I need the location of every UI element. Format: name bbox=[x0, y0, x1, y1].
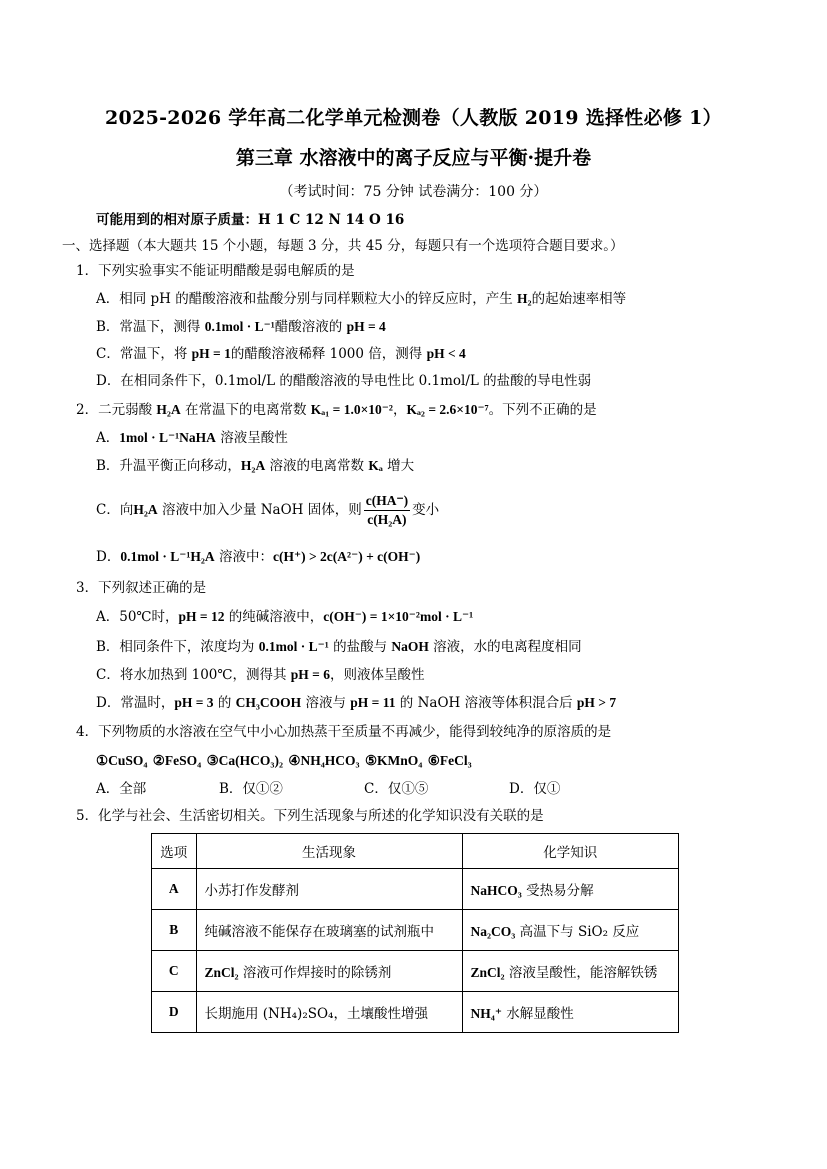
table-header-row bbox=[152, 834, 679, 869]
text: D．常温时， bbox=[96, 695, 175, 711]
formula: c(H⁺) > 2c(A²⁻) + c(OH⁻) bbox=[272, 549, 421, 564]
question-2-stem bbox=[76, 400, 597, 420]
text: 增大 bbox=[382, 458, 415, 474]
fraction bbox=[364, 492, 410, 529]
text: 溶液，水的电离程度相同 bbox=[428, 639, 582, 655]
question-4-option-c: C．仅①⑤ bbox=[364, 781, 429, 797]
formula: 1mol · L⁻¹NaHA bbox=[119, 430, 216, 445]
formula: CH₃COOH bbox=[235, 695, 302, 710]
table-row bbox=[152, 869, 679, 910]
formula: Kₐ₂ = 2.6×10⁻⁷ bbox=[406, 402, 489, 417]
table-cell-chem bbox=[462, 869, 678, 910]
text: C．常温下，将 bbox=[96, 346, 192, 362]
formula: 0.1mol · L⁻¹H₂A bbox=[120, 549, 215, 564]
text: D． bbox=[96, 549, 121, 565]
text: 溶液与 bbox=[301, 695, 351, 711]
exam-info: （考试时间：75 分钟 试卷满分：100 分） bbox=[279, 184, 548, 200]
question-1-option-d: D．在相同条件下，0.1mol/L 的醋酸溶液的导电性比 0.1mol/L 的盐酸的导电性弱 bbox=[96, 373, 592, 389]
text: 的 bbox=[213, 695, 236, 711]
formula: 0.1mol · L⁻¹ bbox=[204, 319, 275, 334]
question-4-stem: 4．下列物质的水溶液在空气中小心加热蒸干至质量不再减少，能得到较纯净的原溶质的是 bbox=[76, 724, 612, 740]
text: 的醋酸溶液稀释 1000 倍，测得 bbox=[230, 346, 427, 362]
text: 受热易分解 bbox=[521, 883, 594, 899]
question-4-option-a: A．全部 bbox=[96, 781, 147, 797]
text: C．向 bbox=[96, 502, 134, 518]
table-cell-option: C bbox=[152, 951, 197, 992]
formula: pH = 4 bbox=[346, 319, 386, 334]
formula: pH = 1 bbox=[191, 346, 231, 361]
question-2-option-a bbox=[96, 428, 288, 448]
text: ，则液体呈酸性 bbox=[329, 667, 425, 683]
fraction-denominator: c(H₂A) bbox=[367, 512, 407, 527]
table-cell-chem bbox=[462, 910, 678, 951]
question-4-substances: ①CuSO₄ ②FeSO₄ ③Ca(HCO₃)₂ ④NH₄HCO₃ ⑤KMnO₄ ⑥FeCl₃ bbox=[96, 753, 472, 768]
question-5-table bbox=[151, 833, 679, 1033]
table-cell-option: D bbox=[152, 992, 197, 1033]
text: ， bbox=[392, 402, 407, 418]
table-cell-life: 纯碱溶液不能保存在玻璃塞的试剂瓶中 bbox=[196, 910, 462, 951]
question-3-stem: 3．下列叙述正确的是 bbox=[76, 580, 207, 596]
question-3-option-b bbox=[96, 637, 582, 657]
formula: pH = 3 bbox=[174, 695, 214, 710]
formula: 0.1mol · L⁻¹ bbox=[258, 639, 329, 654]
table-row bbox=[152, 992, 679, 1033]
text: C．将水加热到 100℃，测得其 bbox=[96, 667, 291, 683]
text: 溶液呈酸性，能溶解铁锈 bbox=[504, 965, 658, 981]
formula: pH < 4 bbox=[426, 346, 466, 361]
text: 溶液呈酸性 bbox=[215, 430, 288, 446]
text: 的 NaOH 溶液等体积混合后 bbox=[395, 695, 577, 711]
chapter-title: 第三章 水溶液中的离子反应与平衡·提升卷 bbox=[235, 147, 592, 169]
formula: pH = 11 bbox=[350, 695, 396, 710]
text: B．相同条件下，浓度均为 bbox=[96, 639, 259, 655]
formula: NaOH bbox=[391, 639, 429, 654]
table-cell-chem bbox=[462, 951, 678, 992]
table-header: 化学知识 bbox=[462, 834, 678, 869]
formula: NaHCO₃ bbox=[470, 883, 522, 898]
text: 在常温下的电离常数 bbox=[180, 402, 311, 418]
fraction-numerator: c(HA⁻) bbox=[364, 492, 410, 511]
text: 的纯碱溶液中， bbox=[224, 609, 324, 625]
formula: pH = 12 bbox=[178, 609, 225, 624]
formula: Kₐ bbox=[368, 458, 383, 473]
text: A． bbox=[96, 430, 120, 446]
atomic-mass-note: 可能用到的相对原子质量：H 1 C 12 N 14 O 16 bbox=[96, 212, 405, 228]
question-1-option-b bbox=[96, 317, 386, 337]
text: 水解显酸性 bbox=[501, 1006, 574, 1022]
table-cell-chem bbox=[462, 992, 678, 1033]
text: A．50℃时， bbox=[96, 609, 179, 625]
question-5-stem: 5．化学与社会、生活密切相关。下列生活现象与所述的化学知识没有关联的是 bbox=[76, 808, 544, 824]
text: B．升温平衡正向移动， bbox=[96, 458, 241, 474]
text: 。下列不正确的是 bbox=[488, 402, 597, 418]
exam-title: 2025-2026 学年高二化学单元检测卷（人教版 2019 选择性必修 1） bbox=[105, 107, 722, 129]
formula: pH = 6 bbox=[290, 667, 330, 682]
question-1-option-a bbox=[96, 289, 626, 309]
text: 的起始速率相等 bbox=[531, 291, 627, 307]
text: 的盐酸与 bbox=[328, 639, 392, 655]
text: 高温下与 SiO₂ 反应 bbox=[515, 924, 640, 940]
section-heading: 一、选择题（本大题共 15 个小题，每题 3 分，共 45 分，每题只有一个选项符合题目要求。） bbox=[62, 238, 624, 254]
table-header: 生活现象 bbox=[196, 834, 462, 869]
table-cell-option: A bbox=[152, 869, 197, 910]
question-2-option-d bbox=[96, 547, 420, 567]
question-3-option-a bbox=[96, 607, 473, 627]
text: 溶液中： bbox=[214, 549, 273, 565]
question-4-option-b: B．仅①② bbox=[219, 781, 283, 797]
formula: ZnCl₂ bbox=[204, 965, 239, 980]
text: B．常温下，测得 bbox=[96, 319, 205, 335]
question-1-stem: 1．下列实验事实不能证明醋酸是弱电解质的是 bbox=[76, 263, 355, 279]
formula: Na₂CO₃ bbox=[470, 924, 516, 939]
formula: pH > 7 bbox=[576, 695, 617, 710]
formula: c(OH⁻) = 1×10⁻²mol · L⁻¹ bbox=[323, 609, 474, 624]
question-1-option-c bbox=[96, 344, 466, 364]
formula: H₂A bbox=[156, 402, 181, 417]
text: 溶液的电离常数 bbox=[265, 458, 369, 474]
formula: H₂A bbox=[240, 458, 266, 473]
table-cell-life bbox=[196, 951, 462, 992]
table-row bbox=[152, 951, 679, 992]
question-2-option-b bbox=[96, 456, 414, 476]
table-row bbox=[152, 910, 679, 951]
question-3-option-d bbox=[96, 693, 616, 713]
question-2-option-c bbox=[96, 490, 439, 530]
formula: NH₄⁺ bbox=[470, 1006, 502, 1021]
formula: Kₐ₁ = 1.0×10⁻² bbox=[310, 402, 393, 417]
text: 醋酸溶液的 bbox=[274, 319, 347, 335]
table-cell-option: B bbox=[152, 910, 197, 951]
table-cell-life: 长期施用 (NH₄)₂SO₄，土壤酸性增强 bbox=[196, 992, 462, 1033]
formula: H₂ bbox=[517, 291, 532, 306]
question-3-option-c bbox=[96, 665, 424, 685]
text: 2．二元弱酸 bbox=[76, 402, 157, 418]
table-header: 选项 bbox=[152, 834, 197, 869]
formula: H₂A bbox=[133, 502, 158, 517]
formula: ZnCl₂ bbox=[470, 965, 505, 980]
table-cell-life: 小苏打作发酵剂 bbox=[196, 869, 462, 910]
question-4-option-d: D．仅① bbox=[509, 781, 561, 797]
text: 溶液可作焊接时的除锈剂 bbox=[238, 965, 392, 981]
text: 变小 bbox=[412, 502, 440, 518]
text: A．相同 pH 的醋酸溶液和盐酸分别与同样颗粒大小的锌反应时，产生 bbox=[96, 291, 518, 307]
text: 溶液中加入少量 NaOH 固体，则 bbox=[157, 502, 362, 518]
